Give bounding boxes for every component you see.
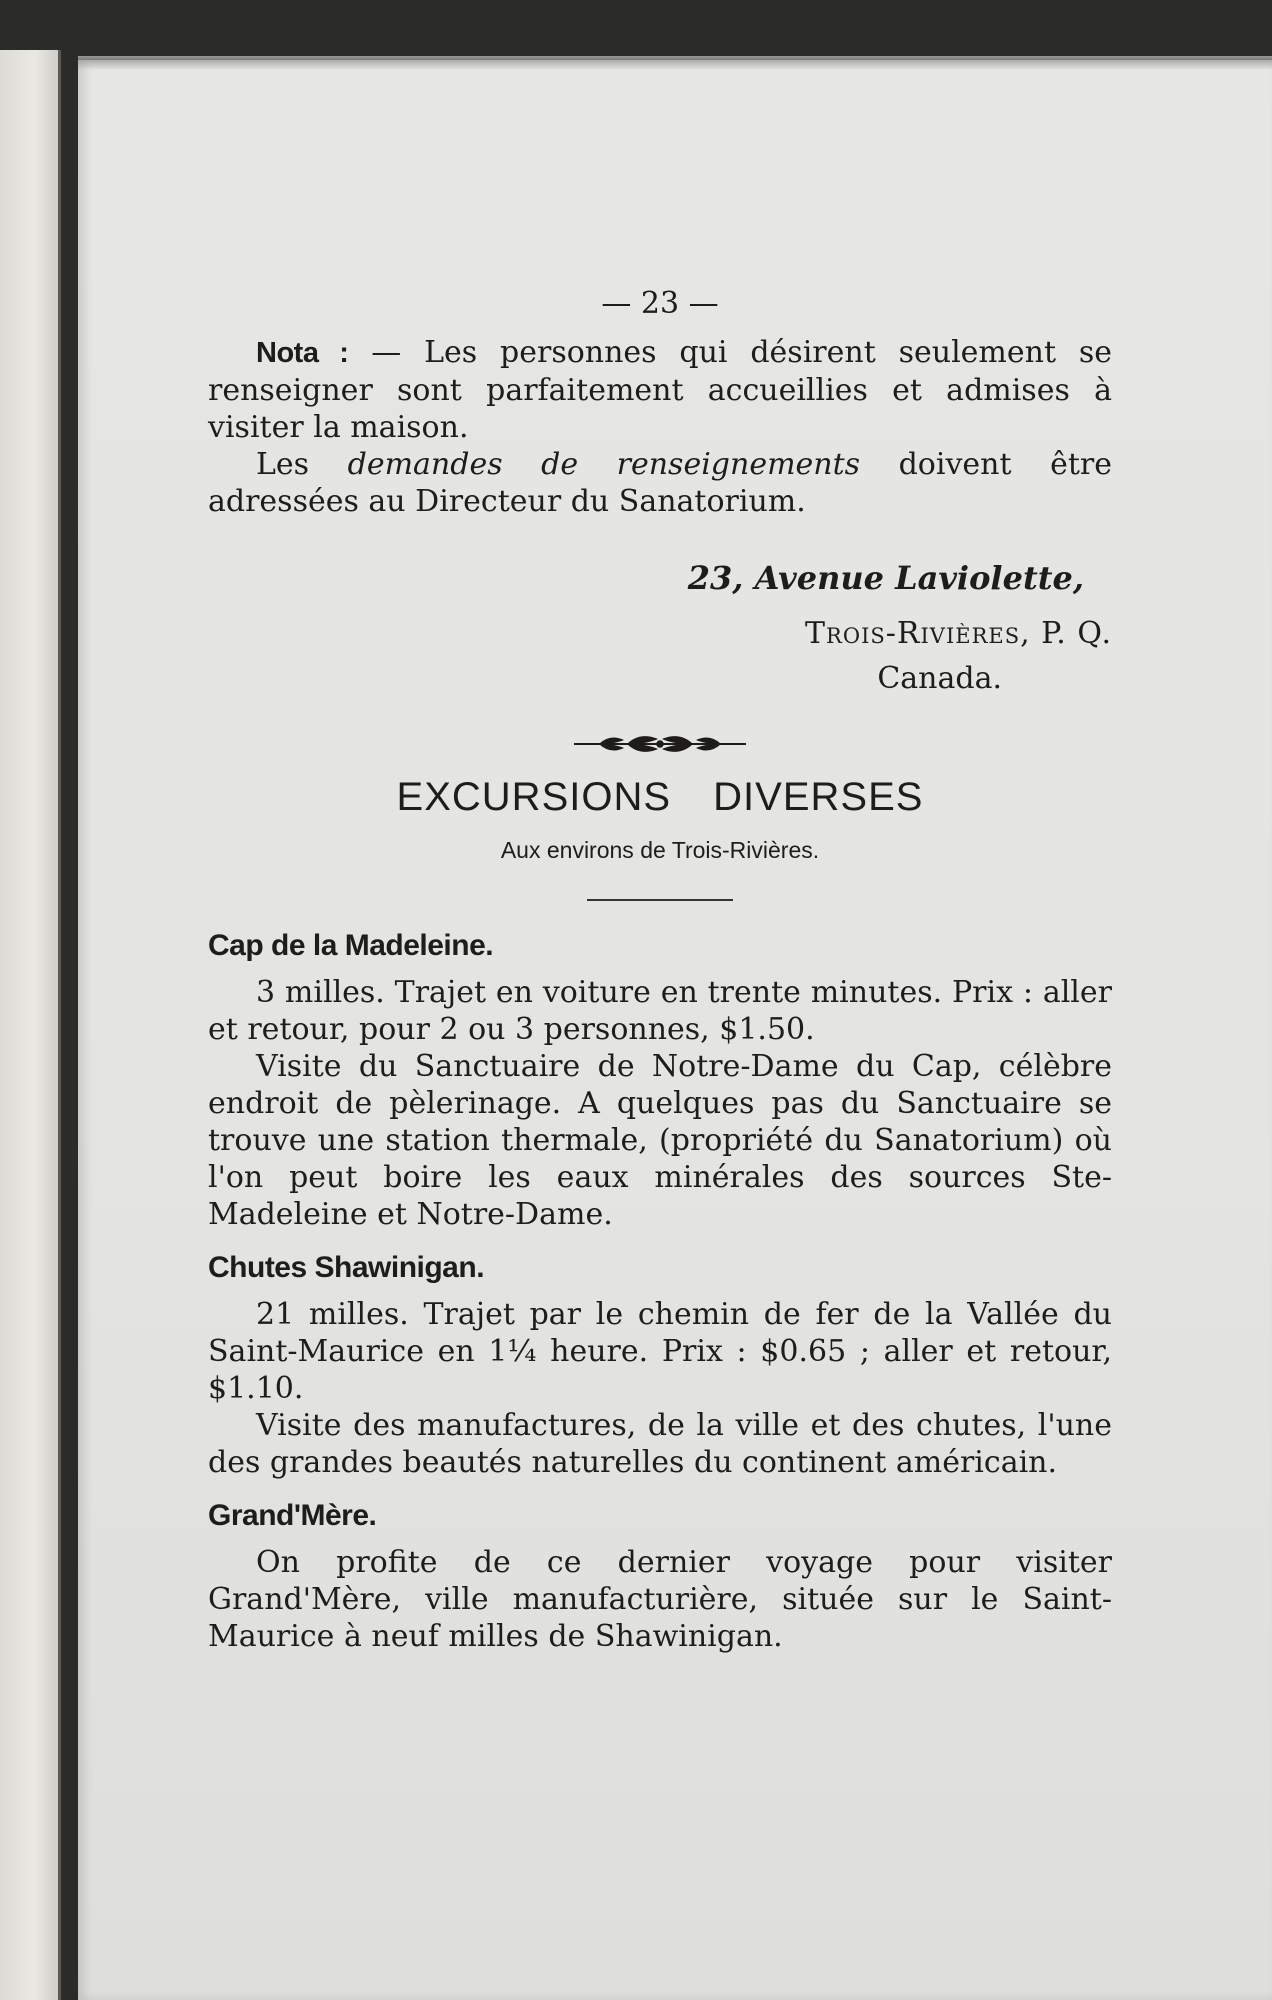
excursion-paragraph: On profite de ce dernier voyage pour visiter Grand'Mère, ville manufacturière, située sur le Saint-Maurice à neuf milles de Shawinigan. [208,1545,1112,1654]
excursion-grand-mere [208,1497,1112,1655]
section-title: EXCURSIONS DIVERSES [396,775,924,819]
excursion-chutes-shawinigan [208,1249,1112,1481]
page-top-shadow [78,56,1272,70]
page-content [208,285,1112,1655]
requests-paragraph [208,446,1112,520]
excursion-paragraph: 3 milles. Trajet en voiture en trente minutes. Prix : aller et retour, pour 2 ou 3 personnes, $1.50. [208,975,1112,1047]
excursion-paragraph: Visite du Sanctuaire de Notre-Dame du Cap, célèbre endroit de pèlerinage. A quelques pas du Sanctuaire se trouve une station thermale, (propriété du Sanatorium) où l'on peut boire les eaux minérales des sources Ste-Madeleine et Notre-Dame. [208,1049,1112,1232]
address-country: Canada. [877,661,1002,696]
address-city: Trois-Rivières, P. Q. [805,616,1112,651]
address-street: 23, Avenue Laviolette, [687,559,1084,597]
excursion-cap-de-la-madeleine [208,927,1112,1233]
requests-italic: demandes de renseignements [347,447,861,482]
section-subtitle: Aux environs de Trois-Rivières. [500,837,820,863]
requests-post: doivent être adressées au Directeur du Sanatorium. [208,447,1112,519]
page-number: — 23 — [601,286,719,321]
excursion-paragraph: Visite des manufactures, de la ville et des chutes, l'une des grandes beautés naturelles du continent américain. [208,1408,1112,1480]
nota-paragraph [208,334,1112,446]
nota-label: Nota : [256,337,349,369]
requests-pre: Les [256,447,348,482]
excursion-heading: Cap de la Madeleine. [208,929,494,962]
facing-page-edge [0,50,61,2000]
excursion-heading: Chutes Shawinigan. [208,1251,485,1284]
leaf-ornament-icon [570,731,750,757]
excursion-paragraph: 21 milles. Trajet par le chemin de fer de la Vallée du Saint-Maurice en 1¼ heure. Prix : $0.65 ; aller et retour, $1.10. [208,1297,1112,1406]
divider-rule [587,899,733,901]
excursion-heading: Grand'Mère. [208,1499,377,1532]
nota-text: — Les personnes qui désirent seulement se renseigner sont parfaitement accueillies et admises à visiter la maison. [208,335,1112,445]
